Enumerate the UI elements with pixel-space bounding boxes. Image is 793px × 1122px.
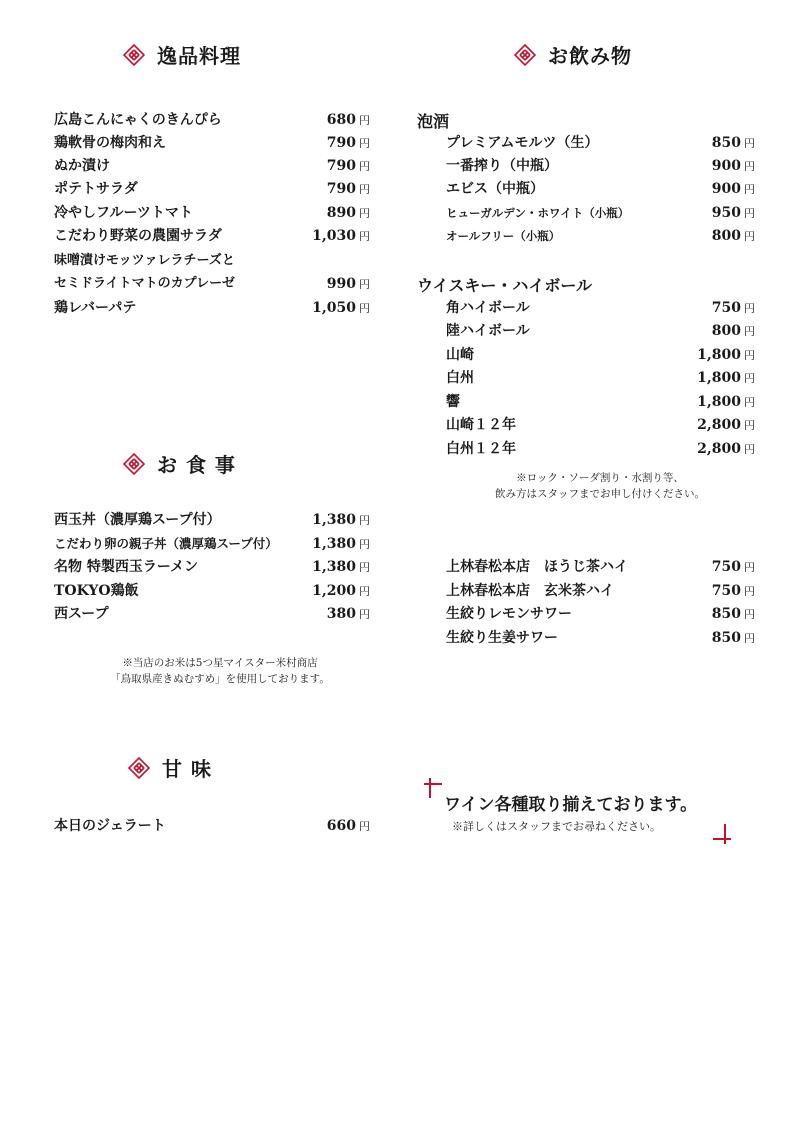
corner-bracket-bottom-right [713, 838, 731, 840]
menu-item-name: ポテトサラダ [54, 181, 138, 197]
whisky-subheading: ウイスキー・ハイボール [417, 276, 593, 295]
menu-item-price: 1,030 円 [312, 228, 370, 244]
whisky-note [440, 470, 760, 502]
corner-bracket-top-left-stem [429, 778, 431, 798]
menu-item [446, 391, 755, 413]
menu-item-name: 鶏レバーパテ [54, 300, 137, 316]
diamond-lattice-icon [128, 757, 150, 779]
menu-item-price: 1,380 円 [312, 559, 370, 575]
menu-item-price: 1,200 円 [312, 583, 370, 599]
menu-item [54, 109, 370, 131]
menu-item-price: 750 円 [711, 300, 755, 316]
menu-item-price: 850 円 [711, 630, 755, 646]
beer-subheading: 泡酒 [417, 112, 450, 131]
menu-item [54, 815, 370, 837]
menu-item-name: 上林春松本店 玄米茶ハイ [446, 583, 614, 599]
menu-item [446, 414, 755, 436]
menu-item [54, 603, 370, 625]
menu-item [54, 155, 370, 177]
menu-item-name: 名物 特製西玉ラーメン [54, 559, 199, 575]
menu-item-price: 1,380 円 [312, 512, 370, 528]
menu-item-name: ヒューガルデン・ホワイト（小瓶） [446, 206, 630, 220]
menu-item [446, 178, 755, 200]
menu-item [54, 297, 370, 319]
menu-item [446, 155, 755, 177]
menu-item-price: 1,050 円 [312, 300, 370, 316]
diamond-lattice-icon [514, 44, 536, 66]
menu-item-price: 750 円 [711, 583, 755, 599]
menu-item-price: 800 円 [711, 228, 755, 244]
rice-note-line1: ※当店のお米は5つ星マイスター米村商店 [122, 657, 318, 669]
menu-item-name: 広島こんにゃくのきんぴら [54, 112, 222, 128]
section-heading-ippin [123, 40, 241, 69]
menu-item-name: 白州１２年 [446, 441, 516, 457]
menu-item [446, 320, 755, 342]
menu-item-name: 鶏軟骨の梅肉和え [54, 135, 166, 151]
menu-item [54, 132, 370, 154]
section-title-meal: お 食 事 [157, 453, 236, 477]
menu-item [54, 178, 370, 200]
menu-item-price: 890 円 [326, 205, 370, 221]
menu-item-name: 本日のジェラート [54, 818, 166, 834]
menu-item-price: 680 円 [326, 112, 370, 128]
whisky-note-line1: ※ロック・ソーダ割り・水割り等、 [516, 472, 684, 484]
menu-item [54, 273, 370, 295]
menu-item [446, 556, 755, 578]
menu-item-name: 味噌漬けモッツァレラチーズと [54, 253, 235, 268]
menu-item [446, 367, 755, 389]
menu-item-price: 2,800 円 [697, 441, 755, 457]
menu-item-name: TOKYO鶏飯 [54, 583, 139, 599]
menu-item-name: 白州 [446, 370, 474, 386]
menu-item-price: 1,380 円 [312, 536, 370, 552]
menu-item-price: 790 円 [326, 135, 370, 151]
wine-headline: ワイン各種取り揃えております。 [444, 795, 698, 815]
menu-item [446, 132, 755, 154]
menu-item [54, 509, 370, 531]
menu-item-name: こだわり卵の親子丼（濃厚鶏スープ付） [54, 536, 278, 551]
menu-item-name: 冷やしフルーツトマト [54, 205, 193, 221]
menu-item-price: 790 円 [326, 181, 370, 197]
menu-item-name: 一番搾り（中瓶） [446, 158, 558, 174]
menu-item-price: 990 円 [326, 276, 370, 292]
menu-item [54, 225, 370, 247]
menu-item-price: 1,800 円 [697, 347, 755, 363]
menu-item [446, 225, 755, 247]
menu-item-price: 850 円 [711, 606, 755, 622]
whisky-note-line2: 飲み方はスタッフまでお申し付けください。 [495, 488, 705, 500]
menu-item-name: 陸ハイボール [446, 323, 530, 339]
section-title-sweets: 甘 味 [162, 757, 212, 781]
menu-item [446, 297, 755, 319]
menu-item-name: 生絞りレモンサワー [446, 606, 572, 622]
menu-item-price: 1,800 円 [697, 394, 755, 410]
rice-note [50, 655, 390, 687]
menu-item [446, 627, 755, 649]
menu-item-price: 750 円 [711, 559, 755, 575]
menu-item [446, 438, 755, 460]
menu-item-name: 西スープ [54, 606, 109, 622]
menu-item-price: 850 円 [711, 135, 755, 151]
section-title-drinks: お飲み物 [548, 44, 632, 68]
corner-bracket-bottom-right-stem [724, 824, 726, 844]
menu-item-name: ぬか漬け [54, 158, 110, 174]
rice-note-line2: 「鳥取県産きぬむすめ」を使用しております。 [110, 673, 330, 685]
wine-note: ※詳しくはスタッフまでお尋ねください。 [452, 820, 661, 833]
menu-item-price [367, 250, 370, 273]
menu-item [54, 533, 370, 555]
menu-item-price: 900 円 [711, 181, 755, 197]
menu-item [446, 580, 755, 602]
menu-item-price: 2,800 円 [697, 417, 755, 433]
diamond-lattice-icon [123, 44, 145, 66]
menu-item-name: 西玉丼（濃厚鶏スープ付） [54, 512, 221, 528]
menu-item-name: セミドライトマトのカプレーゼ [54, 276, 235, 291]
menu-item-price: 1,800 円 [697, 370, 755, 386]
menu-item [446, 344, 755, 366]
menu-item-price: 800 円 [711, 323, 755, 339]
menu-item-price: 790 円 [326, 158, 370, 174]
menu-item [54, 556, 370, 578]
menu-item-name: こだわり野菜の農園サラダ [54, 228, 222, 244]
menu-item-name: 生絞り生姜サワー [446, 630, 558, 646]
menu-item-name: エビス（中瓶） [446, 181, 544, 197]
menu-item [446, 603, 755, 625]
menu-item-name: オールフリー（小瓶） [446, 229, 561, 243]
menu-item-name: 響 [446, 394, 460, 410]
menu-item [54, 250, 370, 272]
corner-bracket-top-left [424, 783, 442, 785]
menu-item [54, 202, 370, 224]
menu-item-name: プレミアムモルツ（生） [446, 135, 599, 151]
menu-item-price: 660 円 [326, 818, 370, 834]
menu-item [54, 580, 370, 602]
menu-item [446, 202, 755, 224]
section-heading-sweets [128, 753, 212, 782]
section-heading-meal [123, 449, 236, 478]
section-title-ippin: 逸品料理 [157, 44, 241, 68]
menu-item-name: 山崎 [446, 347, 474, 363]
diamond-lattice-icon [123, 453, 145, 475]
menu-item-name: 上林春松本店 ほうじ茶ハイ [446, 559, 628, 575]
menu-item-price: 380 円 [326, 606, 370, 622]
menu-item-name: 山崎１２年 [446, 417, 516, 433]
menu-item-price: 950 円 [711, 205, 755, 221]
menu-item-price: 900 円 [711, 158, 755, 174]
section-heading-drinks [514, 40, 632, 69]
menu-item-name: 角ハイボール [446, 300, 530, 316]
